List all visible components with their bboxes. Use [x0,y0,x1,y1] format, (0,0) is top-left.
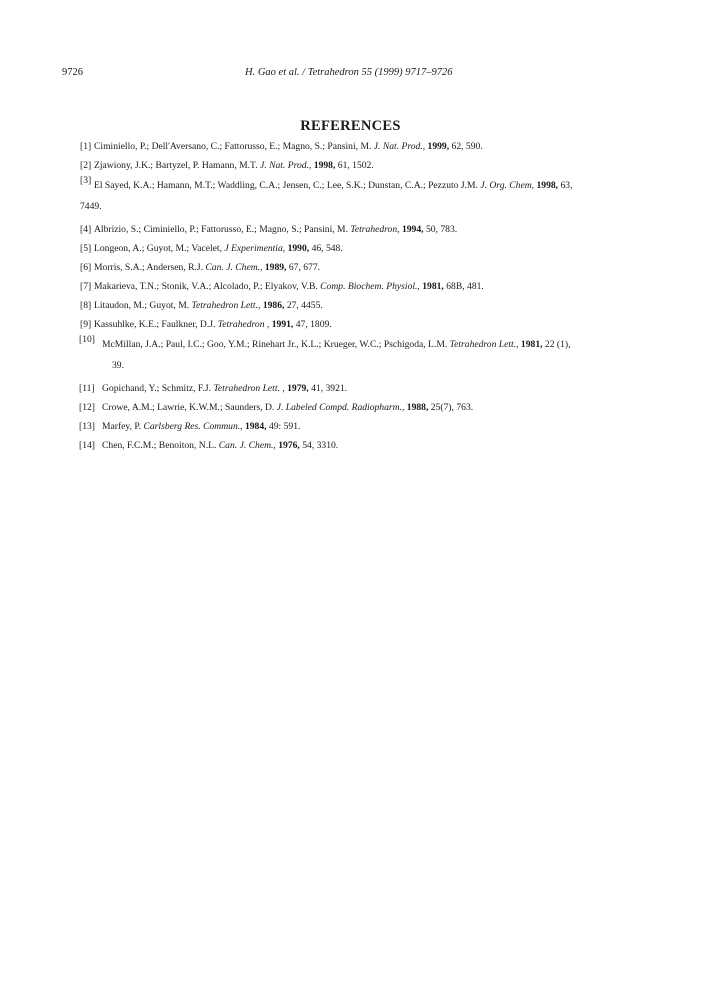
reference-item [80,243,640,255]
reference-volume-pages: 49: 591. [268,421,301,432]
reference-year: 1998, [536,180,559,191]
reference-number: [14] [79,440,95,451]
reference-number: [10] [79,334,95,345]
reference-authors: McMillan, J.A.; Paul, I.C.; Goo, Y.M.; Rinehart Jr., K.L.; Krueger, W.C.; Pschigoda, L.M. [102,339,448,350]
reference-authors: Litaudon, M.; Guyot, M. [94,300,190,311]
reference-authors: Crowe, A.M.; Lawrie, K.W.M.; Saunders, D. [102,402,275,413]
reference-year: 1976, [278,440,300,451]
reference-item [80,262,640,274]
reference-journal: Tetrahedron Lett. , [213,383,285,394]
reference-journal: Carlsberg Res. Commun., [143,421,243,432]
reference-volume-pages: 50, 783. [425,224,458,235]
reference-item [80,319,640,331]
reference-number: [11] [79,383,95,394]
reference-item [80,402,640,414]
page-header [62,67,642,83]
reference-volume-pages: 62, 590. [451,141,483,152]
reference-journal: J. Org. Chem, [480,180,535,191]
reference-authors: Longeon, A.; Guyot, M.; Vacelet, [94,243,222,254]
reference-item [80,141,640,153]
reference-number: [9] [80,319,92,330]
reference-number: [4] [80,224,92,235]
reference-authors: Kassuhlke, K.E.; Faulkner, D.J. [94,319,216,330]
reference-item [80,421,640,433]
reference-journal: Tetrahedron Lett., [191,300,261,311]
reference-year: 1990, [287,243,310,254]
reference-journal: Tetrahedron Lett., [449,339,519,350]
reference-journal: Tetrahedron , [217,319,270,330]
reference-year: 1979, [287,383,309,394]
reference-volume-pages: 61, 1502. [337,160,374,171]
reference-volume-pages: 27, 4455. [286,300,323,311]
reference-year: 1999, [427,141,450,152]
reference-journal: Can. J. Chem., [205,262,263,273]
page-number: 9726 [62,67,83,78]
reference-item [80,175,640,217]
reference-year: 1981, [520,339,543,350]
reference-journal: Comp. Biochem. Physiol., [320,281,420,292]
reference-authors: Morris, S.A.; Andersen, R.J. [94,262,203,273]
reference-volume-pages: 68B, 481. [446,281,484,292]
reference-item [80,334,640,376]
reference-number: [12] [79,402,95,413]
reference-item [80,440,640,452]
reference-year: 1998, [313,160,336,171]
reference-journal: J Experimentia, [224,243,286,254]
reference-volume-pages: 46, 548. [311,243,343,254]
reference-authors: El Sayed, K.A.; Hamann, M.T.; Waddling, C.A.; Jensen, C.; Lee, S.K.; Dunstan, C.A.; Pezzuto J.M. [94,180,478,191]
reference-volume-pages: 47, 1809. [295,319,332,330]
reference-journal: Can. J. Chem., [218,440,276,451]
reference-year: 1984, [244,421,267,432]
reference-item [80,281,640,293]
reference-volume-pages: 41, 3921. [311,383,348,394]
reference-list [80,141,640,459]
reference-authors: Makarieva, T.N.; Stonik, V.A.; Alcolado, P.; Elyakov, V.B. [94,281,318,292]
reference-number: [2] [80,160,92,171]
reference-continuation: 7449. [80,201,102,212]
reference-year: 1994, [401,224,424,235]
reference-item [80,300,640,312]
reference-item [80,383,640,395]
reference-number: [7] [80,281,92,292]
reference-journal: J. Nat. Prod., [373,141,426,152]
reference-volume-pages: 63, [560,180,573,191]
reference-number: [8] [80,300,92,311]
reference-number: [1] [80,141,92,152]
reference-authors: Albrizio, S.; Ciminiello, P.; Fattorusso, E.; Magno, S.; Pansini, M. [94,224,348,235]
reference-journal: Tetrahedron, [350,224,400,235]
reference-authors: Chen, F.C.M.; Benoiton, N.L. [102,440,217,451]
reference-year: 1991, [271,319,294,330]
section-title: REFERENCES [300,118,401,134]
running-head: H. Gao et al. / Tetrahedron 55 (1999) 9717–9726 [245,67,453,78]
reference-year: 1989, [264,262,287,273]
reference-item [80,160,640,172]
reference-authors: Ciminiello, P.; Dell'Aversano, C.; Fattorusso, E.; Magno, S.; Pansini, M. [94,141,372,152]
reference-volume-pages: 22 (1), [544,339,571,350]
reference-authors: Zjawiony, J.K.; Bartyzel, P. Hamann, M.T. [94,160,258,171]
reference-authors: Marfey, P. [102,421,142,432]
reference-continuation: 39. [112,360,124,371]
reference-year: 1981, [422,281,444,292]
reference-item [80,224,640,236]
reference-volume-pages: 54, 3310. [302,440,339,451]
reference-journal: J. Labeled Compd. Radiopharm., [276,402,405,413]
reference-year: 1986, [262,300,285,311]
reference-number: [3] [80,175,92,186]
reference-year: 1988, [406,402,429,413]
reference-number: [5] [80,243,92,254]
reference-volume-pages: 25(7), 763. [430,402,474,413]
reference-authors: Gopichand, Y.; Schmitz, F.J. [102,383,212,394]
reference-volume-pages: 67, 677. [288,262,321,273]
reference-number: [13] [79,421,95,432]
reference-number: [6] [80,262,92,273]
reference-journal: J. Nat. Prod., [260,160,312,171]
